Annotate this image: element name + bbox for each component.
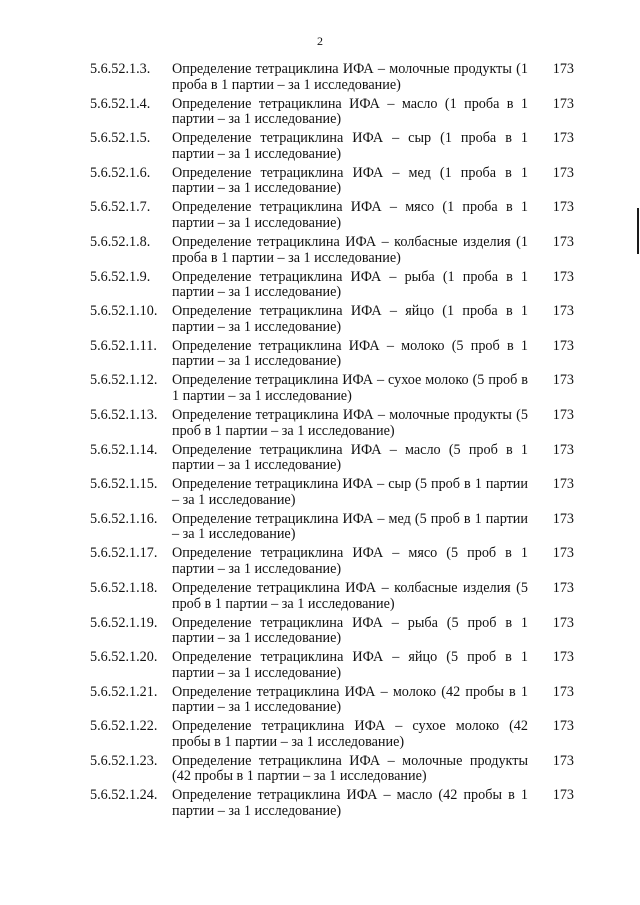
item-description: Определение тетрациклина ИФА – молоко (5 проб в 1 партии – за 1 исследование) xyxy=(172,337,528,370)
item-code: 5.6.52.1.8. xyxy=(90,233,151,250)
item-description: Определение тетрациклина ИФА – сыр (5 проб в 1 партии – за 1 исследование) xyxy=(172,476,528,508)
item-description: Определение тетрациклина ИФА – молочные продукты (1 проба в 1 партии – за 1 исследование) xyxy=(172,61,528,93)
item-price: 173 xyxy=(552,510,574,527)
item-code: 5.6.52.1.9. xyxy=(90,268,151,285)
item-code: 5.6.52.1.5. xyxy=(90,130,151,147)
list-item xyxy=(90,97,580,132)
item-description: Определение тетрациклина ИФА – рыба (5 проб в 1 партии – за 1 исследование) xyxy=(172,614,528,647)
item-code: 5.6.52.1.16. xyxy=(90,510,158,527)
list-item xyxy=(90,477,580,512)
list-item xyxy=(90,235,580,270)
list-item xyxy=(90,62,580,97)
item-price: 173 xyxy=(552,233,574,250)
item-code: 5.6.52.1.13. xyxy=(90,406,158,423)
list-item xyxy=(90,788,580,823)
item-code: 5.6.52.1.23. xyxy=(90,752,158,769)
item-description: Определение тетрациклина ИФА – колбасные изделия (1 проба в 1 партии – за 1 исследование) xyxy=(172,233,528,266)
item-code: 5.6.52.1.10. xyxy=(90,303,158,320)
item-price: 173 xyxy=(552,614,574,631)
item-description: Определение тетрациклина ИФА – сухое молоко (42 пробы в 1 партии – за 1 исследование) xyxy=(172,718,528,750)
list-item xyxy=(90,270,580,305)
item-code: 5.6.52.1.12. xyxy=(90,372,158,389)
item-price: 173 xyxy=(552,372,574,389)
item-code: 5.6.52.1.20. xyxy=(90,649,158,666)
list-item xyxy=(90,754,580,789)
item-code: 5.6.52.1.22. xyxy=(90,718,158,735)
list-item xyxy=(90,719,580,754)
item-price: 173 xyxy=(552,95,574,112)
list-item xyxy=(90,650,580,685)
item-price: 173 xyxy=(552,61,574,77)
item-price: 173 xyxy=(552,164,574,181)
list-item xyxy=(90,685,580,720)
item-price: 173 xyxy=(552,303,574,320)
item-code: 5.6.52.1.17. xyxy=(90,545,158,562)
price-list xyxy=(90,62,580,823)
item-price: 173 xyxy=(552,579,574,596)
list-item xyxy=(90,512,580,547)
item-price: 173 xyxy=(552,787,574,804)
item-price: 173 xyxy=(552,406,574,423)
item-code: 5.6.52.1.11. xyxy=(90,337,157,354)
item-description: Определение тетрациклина ИФА – молочные продукты (5 проб в 1 партии – за 1 исследование) xyxy=(172,406,528,439)
item-code: 5.6.52.1.14. xyxy=(90,441,158,458)
item-price: 173 xyxy=(552,718,574,735)
item-code: 5.6.52.1.19. xyxy=(90,614,158,631)
list-item xyxy=(90,131,580,166)
item-code: 5.6.52.1.4. xyxy=(90,95,151,112)
item-description: Определение тетрациклина ИФА – масло (1 проба в 1 партии – за 1 исследование) xyxy=(172,95,528,128)
item-description: Определение тетрациклина ИФА – масло (42 пробы в 1 партии – за 1 исследование) xyxy=(172,787,528,820)
item-price: 173 xyxy=(552,199,574,216)
item-price: 173 xyxy=(552,130,574,147)
item-description: Определение тетрациклина ИФА – мясо (1 проба в 1 партии – за 1 исследование) xyxy=(172,199,528,231)
item-price: 173 xyxy=(552,476,574,493)
item-description: Определение тетрациклина ИФА – яйцо (5 проб в 1 партии – за 1 исследование) xyxy=(172,649,528,681)
page-number: 2 xyxy=(317,34,323,48)
item-price: 173 xyxy=(552,545,574,562)
item-code: 5.6.52.1.3. xyxy=(90,61,151,77)
item-price: 173 xyxy=(552,683,574,700)
list-item xyxy=(90,546,580,581)
item-code: 5.6.52.1.18. xyxy=(90,579,158,596)
item-description: Определение тетрациклина ИФА – мед (1 проба в 1 партии – за 1 исследование) xyxy=(172,164,528,197)
list-item xyxy=(90,373,580,408)
item-price: 173 xyxy=(552,649,574,666)
item-code: 5.6.52.1.21. xyxy=(90,683,158,700)
item-description: Определение тетрациклина ИФА – масло (5 проб в 1 партии – за 1 исследование) xyxy=(172,441,528,474)
item-code: 5.6.52.1.24. xyxy=(90,787,158,804)
item-code: 5.6.52.1.6. xyxy=(90,164,151,181)
item-description: Определение тетрациклина ИФА – сыр (1 проба в 1 партии – за 1 исследование) xyxy=(172,130,528,162)
scan-edge-mark xyxy=(637,208,639,254)
item-description: Определение тетрациклина ИФА – яйцо (1 проба в 1 партии – за 1 исследование) xyxy=(172,303,528,335)
item-description: Определение тетрациклина ИФА – молочные продукты (42 пробы в 1 партии – за 1 исследование) xyxy=(172,752,528,785)
item-price: 173 xyxy=(552,752,574,769)
item-description: Определение тетрациклина ИФА – молоко (42 пробы в 1 партии – за 1 исследование) xyxy=(172,683,528,716)
list-item xyxy=(90,166,580,201)
list-item xyxy=(90,304,580,339)
list-item xyxy=(90,616,580,651)
list-item xyxy=(90,581,580,616)
item-description: Определение тетрациклина ИФА – мед (5 проб в 1 партии – за 1 исследование) xyxy=(172,510,528,543)
item-description: Определение тетрациклина ИФА – сухое молоко (5 проб в 1 партии – за 1 исследование) xyxy=(172,372,528,404)
list-item xyxy=(90,339,580,374)
item-price: 173 xyxy=(552,337,574,354)
item-code: 5.6.52.1.15. xyxy=(90,476,158,493)
list-item xyxy=(90,443,580,478)
item-price: 173 xyxy=(552,441,574,458)
list-item xyxy=(90,408,580,443)
item-code: 5.6.52.1.7. xyxy=(90,199,151,216)
item-description: Определение тетрациклина ИФА – колбасные изделия (5 проб в 1 партии – за 1 исследование) xyxy=(172,579,528,612)
list-item xyxy=(90,200,580,235)
item-description: Определение тетрациклина ИФА – мясо (5 проб в 1 партии – за 1 исследование) xyxy=(172,545,528,577)
item-price: 173 xyxy=(552,268,574,285)
item-description: Определение тетрациклина ИФА – рыба (1 проба в 1 партии – за 1 исследование) xyxy=(172,268,528,301)
